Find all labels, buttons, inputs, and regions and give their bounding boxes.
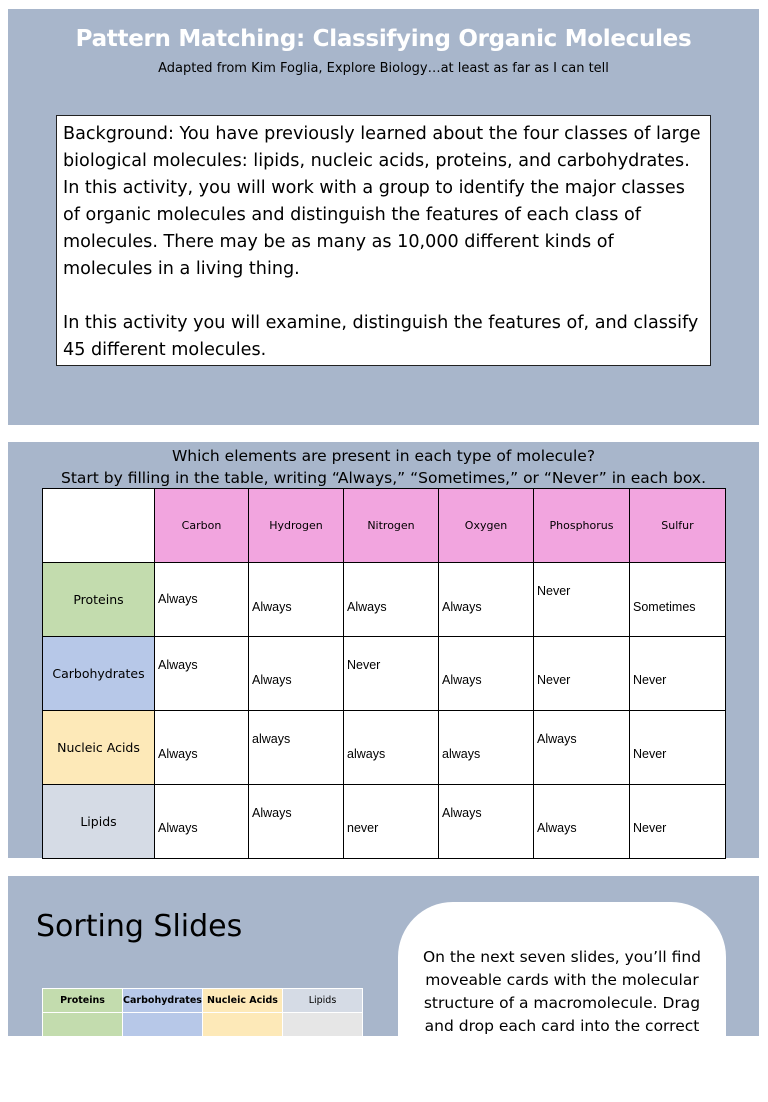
cell-value: Never <box>537 584 571 598</box>
table-cell[interactable] <box>534 785 630 859</box>
table-cell[interactable] <box>155 785 249 859</box>
column-header-oxygen: Oxygen <box>439 489 534 563</box>
cell-value: Never <box>633 747 667 761</box>
table-cell[interactable] <box>630 637 726 711</box>
cell-value: Always <box>252 673 292 687</box>
table-cell[interactable] <box>249 563 344 637</box>
cell-value: Always <box>442 806 482 820</box>
mini-body-row <box>43 1013 363 1037</box>
table-row <box>43 785 726 859</box>
row-header-carbohydrates: Carbohydrates <box>43 637 155 711</box>
table-cell[interactable] <box>155 637 249 711</box>
table-row <box>43 637 726 711</box>
cell-value: always <box>347 747 386 761</box>
table-cell[interactable] <box>344 711 439 785</box>
table-cell[interactable] <box>630 785 726 859</box>
cell-value: always <box>442 747 481 761</box>
table-corner-cell <box>43 489 155 563</box>
slide-sorting <box>8 876 759 1036</box>
cell-value: Always <box>537 821 577 835</box>
mini-cell <box>123 1013 203 1037</box>
mini-header-nucleic-acids: Nucleic Acids <box>203 989 283 1013</box>
background-text-box[interactable] <box>56 115 711 366</box>
row-header-nucleic-acids: Nucleic Acids <box>43 711 155 785</box>
elements-table <box>42 488 726 859</box>
cell-value: never <box>347 821 379 835</box>
column-header-nitrogen: Nitrogen <box>344 489 439 563</box>
table-cell[interactable] <box>344 563 439 637</box>
question-line-1: Which elements are present in each type of molecule? <box>171 447 596 465</box>
table-cell[interactable] <box>344 785 439 859</box>
cell-value: Never <box>347 658 381 672</box>
cell-value: Always <box>158 821 198 835</box>
column-header-sulfur: Sulfur <box>630 489 726 563</box>
instructions-text: On the next seven slides, you’ll find moveable cards with the molecular structure of a macromolecule. Drag and drop each card into the correct <box>422 948 702 1035</box>
mini-cell <box>43 1013 123 1037</box>
column-header-carbon: Carbon <box>155 489 249 563</box>
mini-cell <box>203 1013 283 1037</box>
cell-value: always <box>252 732 291 746</box>
cell-value: Sometimes <box>633 600 696 614</box>
column-header-phosphorus: Phosphorus <box>534 489 630 563</box>
table-header-row <box>43 489 726 563</box>
slide-title: Pattern Matching: Classifying Organic Molecules <box>75 26 692 52</box>
cell-value: Always <box>252 806 292 820</box>
table-cell[interactable] <box>630 563 726 637</box>
cell-value: Never <box>537 673 571 687</box>
table-cell[interactable] <box>439 785 534 859</box>
mini-cell <box>283 1013 363 1037</box>
mini-header-carbohydrates: Carbohydrates <box>123 989 203 1013</box>
table-cell[interactable] <box>534 563 630 637</box>
cell-value: Always <box>537 732 577 746</box>
cell-value: Always <box>158 658 198 672</box>
table-cell[interactable] <box>534 637 630 711</box>
table-cell[interactable] <box>534 711 630 785</box>
cell-value: Never <box>633 821 667 835</box>
mini-header-row <box>43 989 363 1013</box>
cell-value: Always <box>347 600 387 614</box>
cell-value: Always <box>158 747 198 761</box>
cell-value: Always <box>442 600 482 614</box>
instructions-bubble[interactable] <box>398 902 726 1102</box>
cell-value: Never <box>633 673 667 687</box>
row-header-lipids: Lipids <box>43 785 155 859</box>
question-line-2: Start by filling in the table, writing “Always,” “Sometimes,” or “Never” in each box. <box>60 469 707 487</box>
column-header-hydrogen: Hydrogen <box>249 489 344 563</box>
row-header-proteins: Proteins <box>43 563 155 637</box>
table-cell[interactable] <box>439 711 534 785</box>
background-paragraph-2: In this activity you will examine, distinguish the features of, and classify 45 different molecules. <box>63 313 699 360</box>
background-paragraph-1: Background: You have previously learned about the four classes of large biological molecules: lipids, nucleic acids, proteins, and carbohydrates. In this activity, you will work with a group to identify the major classes of organic molecules and distinguish the features of each class of molecules. There may be as many as 10,000 different kinds of molecules in a living thing. <box>63 124 701 279</box>
slide-intro <box>8 9 759 425</box>
table-cell[interactable] <box>155 563 249 637</box>
table-cell[interactable] <box>344 637 439 711</box>
sorting-slides-title: Sorting Slides <box>36 909 243 944</box>
mini-header-lipids: Lipids <box>283 989 363 1013</box>
cell-value: Always <box>442 673 482 687</box>
mini-header-proteins: Proteins <box>43 989 123 1013</box>
cell-value: Always <box>252 600 292 614</box>
table-cell[interactable] <box>155 711 249 785</box>
table-cell[interactable] <box>249 785 344 859</box>
mini-sorting-table <box>42 988 363 1037</box>
table-cell[interactable] <box>249 711 344 785</box>
table-cell[interactable] <box>630 711 726 785</box>
table-question <box>8 445 759 489</box>
table-cell[interactable] <box>439 563 534 637</box>
table-row <box>43 563 726 637</box>
cell-value: Always <box>158 592 198 606</box>
slide-elements-table <box>8 442 759 858</box>
table-cell[interactable] <box>439 637 534 711</box>
table-row <box>43 711 726 785</box>
table-cell[interactable] <box>249 637 344 711</box>
slide-subtitle: Adapted from Kim Foglia, Explore Biology…at least as far as I can tell <box>158 61 609 76</box>
